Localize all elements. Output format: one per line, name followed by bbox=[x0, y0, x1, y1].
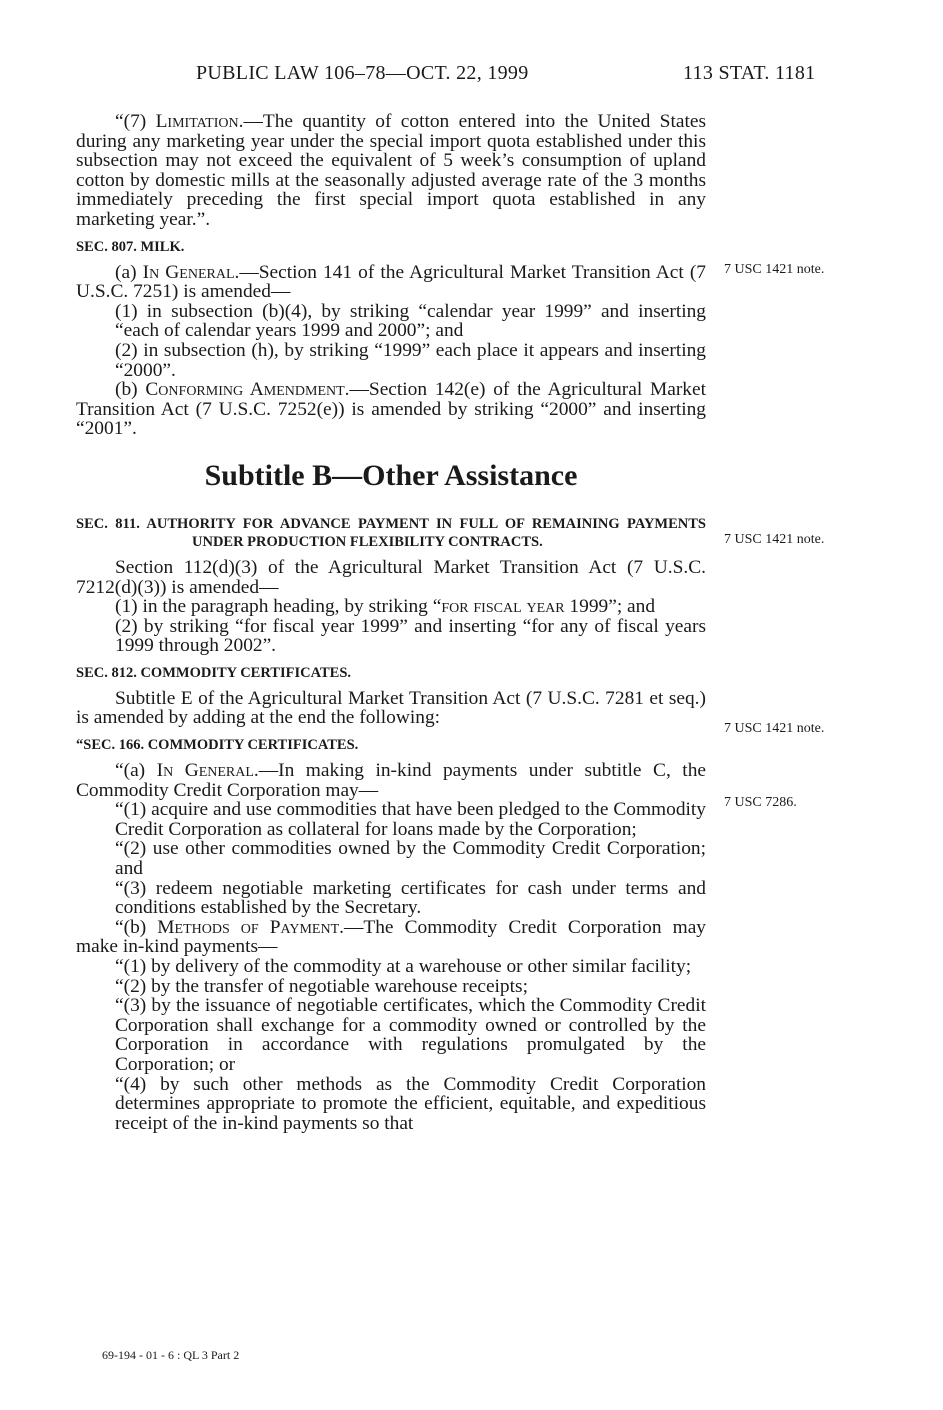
public-law-citation: PUBLIC LAW 106–78—OCT. 22, 1999 bbox=[196, 62, 529, 84]
section-heading-811: SEC. 811. AUTHORITY FOR ADVANCE PAYMENT IN FULL OF REMAINING PAYMENTS UNDER PRODUCTION FLEXIBILITY CONTRACTS. bbox=[76, 515, 706, 550]
paragraph-811-1: (1) in the paragraph heading, by striking “for fiscal year 1999”; and bbox=[115, 596, 656, 618]
subsection-166a: “(a) In General.—In making in-kind payments under subtitle C, the Commodity Credit Corporation may— bbox=[76, 760, 706, 801]
paragraph-166b-3: “(3) by the issuance of negotiable certificates, which the Commodity Credit Corporation shall exchange for a commodity owned or controlled by the Corporation in accordance with regulations promulgated by the Corporation; or bbox=[115, 995, 706, 1075]
paragraph-166a-1: “(1) acquire and use commodities that have been pledged to the Commodity Credit Corporation as collateral for loans made by the Corporation; bbox=[115, 799, 706, 840]
section-heading-812: SEC. 812. COMMODITY CERTIFICATES. bbox=[76, 664, 352, 681]
section-811-intro: Section 112(d)(3) of the Agricultural Market Transition Act (7 U.S.C. 7212(d)(3)) is amended— bbox=[76, 556, 706, 598]
paragraph-heading: Limitation bbox=[155, 111, 239, 132]
subsection-166b: “(b) Methods of Payment.—The Commodity Credit Corporation may make in-kind payments— bbox=[76, 916, 706, 958]
paragraph-166b-1: “(1) by delivery of the commodity at a warehouse or other similar facility; bbox=[115, 956, 692, 977]
section-heading-166: “SEC. 166. COMMODITY CERTIFICATES. bbox=[76, 737, 359, 754]
section-812-intro: Subtitle E of the Agricultural Market Transition Act (7 U.S.C. 7281 et seq.) is amended by adding at the end the following: bbox=[76, 687, 706, 729]
page-header bbox=[0, 62, 943, 88]
paragraph-166b-4: “(4) by such other methods as the Commodity Credit Corporation determines appropriate to promote the efficient, equitable, and expeditious receipt of the in-kind payments so that bbox=[115, 1073, 706, 1134]
paragraph-166a-2: “(2) use other commodities owned by the Commodity Credit Corporation; and bbox=[115, 838, 706, 880]
subsection-heading: Conforming Amendment bbox=[145, 379, 345, 401]
subsection-heading: In General bbox=[156, 760, 254, 782]
subsection-heading: In General bbox=[142, 261, 235, 283]
section-heading-807: SEC. 807. MILK. bbox=[76, 238, 185, 255]
paragraph-807a-1: (1) in subsection (b)(4), by striking “calendar year 1999” and inserting “each of calendar years 1999 and 2000”; and bbox=[115, 300, 706, 342]
margin-note-sec-166: 7 USC 7286. bbox=[724, 795, 797, 810]
paragraph-166b-2: “(2) by the transfer of negotiable warehouse receipts; bbox=[115, 975, 528, 997]
subtitle-heading: Subtitle B—Other Assistance bbox=[204, 458, 578, 492]
margin-note-sec-807: 7 USC 1421 note. bbox=[724, 262, 825, 277]
subsection-807b: (b) Conforming Amendment.—Section 142(e) of the Agricultural Market Transition Act (7 U.S.C. 7252(e)) is amended by striking “2000” and inserting “2001”. bbox=[76, 379, 706, 440]
paragraph-807a-2: (2) in subsection (h), by striking “1999” each place it appears and inserting “2000”. bbox=[115, 339, 706, 381]
margin-note-sec-811: 7 USC 1421 note. bbox=[724, 532, 825, 547]
paragraph-166a-3: “(3) redeem negotiable marketing certificates for cash under terms and conditions established by the Secretary. bbox=[115, 877, 706, 919]
print-job-footer: 69-194 - 01 - 6 : QL 3 Part 2 bbox=[102, 1348, 240, 1362]
subsection-807a: (a) In General.—Section 141 of the Agricultural Market Transition Act (7 U.S.C. 7251) is amended— bbox=[76, 261, 706, 303]
subsection-heading: Methods of Payment bbox=[157, 916, 340, 938]
paragraph-limitation: “(7) Limitation.—The quantity of cotton entered into the United States during any marketing year under the special import quota established under this subsection may not exceed the equivalent of 5 week’s consumption of upland cotton by domestic mills at the seasonally adjusted average rate of the 3 months immediately preceding the first special import quota established in any marketing year.”. bbox=[76, 111, 706, 230]
statute-body bbox=[76, 112, 706, 1133]
margin-note-sec-812: 7 USC 1421 note. bbox=[724, 721, 825, 736]
statute-page-number: 113 STAT. 1181 bbox=[683, 62, 816, 84]
paragraph-811-2: (2) by striking “for fiscal year 1999” and inserting “for any of fiscal years 1999 through 2002”. bbox=[115, 615, 706, 657]
